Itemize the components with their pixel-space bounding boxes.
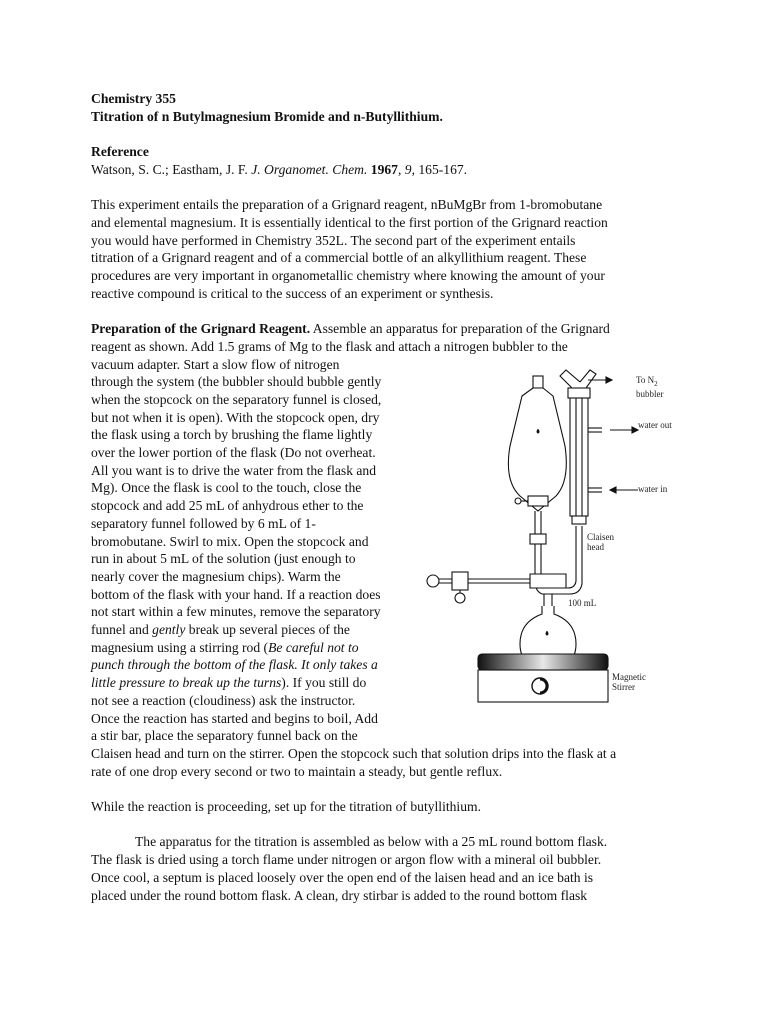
intro-paragraph: This experiment entails the preparation of a Grignard reagent, nBuMgBr from 1-bromobutane and elemental magnesium. It is essentially identical to the first portion of the Grignard reaction you would have performed in Chemistry 352L. The second part of the experiment entails titration of a Grignard reagent and of a commercial bottle of an alkyllithium reagent. These procedures are very important in organometallic chemistry where knowing the amount of your reactive compound is critical to the success of an experiment or synthesis. (91, 197, 608, 301)
apparatus-paragraph: The apparatus for the titration is assembled as below with a 25 mL round bottom flask. The flask is dried using a torch flame under nitrogen or argon flow with a mineral oil bubbler. Once cool, a septum is placed loosely over the open end of the laisen head and an ice bath is placed under the round bottom flask. A clean, dry stirbar is added to the round bottom flask (91, 834, 608, 903)
magnetic-stirrer (478, 654, 608, 702)
water-in-label: water in (638, 484, 668, 494)
flask-volume-label: 100 mL (568, 598, 597, 608)
claisen-head-label: Claisen head (587, 532, 614, 552)
experiment-title: Titration of n Butylmagnesium Bromide and n-Butyllithium. (91, 108, 443, 124)
condenser (568, 388, 638, 516)
magnetic-stirrer-label: Magnetic Stirrer (612, 672, 646, 692)
separatory-funnel (508, 376, 566, 546)
grignard-prep-paragraph: Preparation of the Grignard Reagent. Assemble an apparatus for preparation of the Grignard reagent as shown. Add 1.5 grams of Mg to the flask and attach a nitrogen bubbler to the vacuum adapter. Start a slow flow of nitrogen through the system (the bubbler should bubble gently when the stopcock on the separatory funnel is closed, but not when it is open). With the stopcock open, dry the flask using a torch by brushing the flame lightly over the lower portion of the flask (Do not overheat. All you want is to drive the water from the flask and Mg). Once the flask is cool to the touch, close the stopcock and add 25 mL of anhydrous ether to the separatory funnel followed by 6 mL of 1- bromobutane. Swirl to mix. Open the stopcock and run in about 5 mL of the solution (just enough to nearly cover the magnesium chips). Warm the bottom of the flask with your hand. If a reaction does not start within a few minutes, remove the separatory funnel and gently break up several pieces of the magnesium using a stirring rod (Be careful not to punch through the bottom of the flask. It only takes a little pressure to break up the turns). If you still do not see a reaction (cloudiness) ask the instructor. Once the reaction has started and begins to boil, Add a stir bar, place the separatory funnel back on the Claisen head and turn on the stirrer. Open the stopcock such that solution drips into the flask at a rate of one drop every second or two to maintain a steady, but gentle reflux. (91, 321, 617, 779)
claisen-head (530, 514, 586, 606)
setup-line: While the reaction is proceeding, set up for the titration of butyllithium. (91, 799, 481, 815)
reference-heading: Reference (91, 144, 149, 160)
flask-clamp (427, 572, 566, 603)
reference-citation: Watson, S. C.; Eastham, J. F. J. Organomet. Chem. 1967, 9, 165-167. (91, 161, 468, 177)
water-out-label: water out (638, 420, 672, 430)
vacuum-adapter (560, 370, 612, 388)
grignard-apparatus-figure (420, 366, 670, 706)
funnel-stopcock (515, 496, 548, 506)
to-n2-bubbler-label: To $N_2$ bubbler (636, 375, 664, 399)
course-title: Chemistry 355 (91, 91, 176, 106)
grignard-prep-heading: Preparation of the Grignard Reagent. (91, 321, 311, 337)
